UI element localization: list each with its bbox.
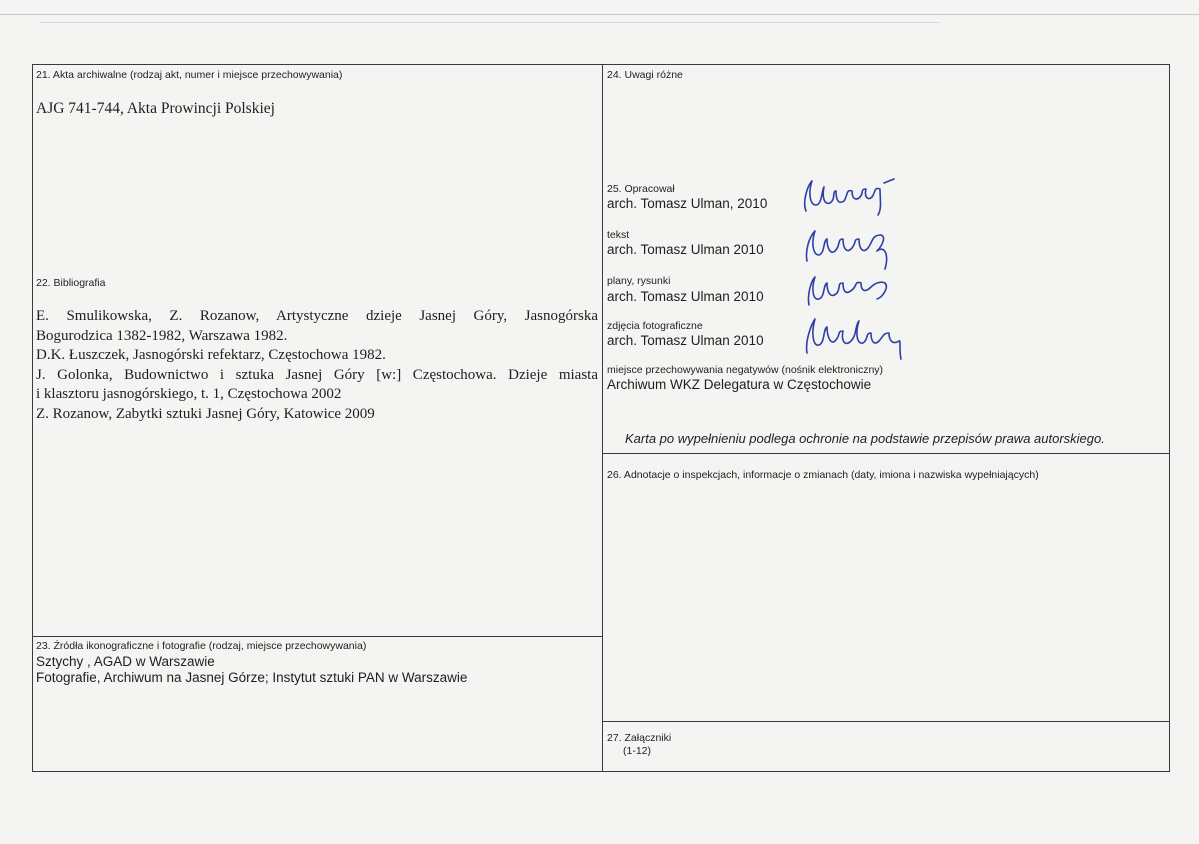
section-22-label: 22. Bibliografia (36, 277, 106, 289)
bibliography-entry: i klasztoru jasnogórskiego, t. 1, Częstochowa 2002 (36, 386, 342, 402)
scan-artifact-line (40, 22, 940, 23)
section-23-line: Sztychy , AGAD w Warszawie (36, 654, 215, 669)
section-23-divider (33, 636, 602, 637)
opracowal-value: arch. Tomasz Ulman, 2010 (607, 196, 768, 211)
section-23-label: 23. Źródła ikonograficzne i fotografie (rodzaj, miejsce przechowywania) (36, 640, 367, 652)
negatywy-label: miejsce przechowywania negatywów (nośnik elektroniczny) (607, 364, 884, 376)
zdjecia-label: zdjęcia fotograficzne (607, 320, 703, 332)
signature-image (801, 271, 911, 311)
record-card-form (32, 64, 1170, 772)
plany-label: plany, rysunki (607, 275, 671, 287)
zdjecia-value: arch. Tomasz Ulman 2010 (607, 333, 764, 348)
signature-image (801, 225, 911, 273)
copyright-note: Karta po wypełnieniu podlega ochronie na podstawie przepisów prawa autorskiego. (625, 431, 1105, 446)
bibliography-entry: D.K. Łuszczek, Jasnogórski refektarz, Częstochowa 1982. (36, 347, 386, 363)
scan-artifact-line (0, 14, 1199, 15)
section-27-divider (602, 721, 1169, 722)
section-26-label: 26. Adnotacje o inspekcjach, informacje o zmianach (daty, imiona i nazwiska wypełniających) (607, 469, 1039, 481)
section-21-value: AJG 741-744, Akta Prowincji Polskiej (36, 100, 275, 117)
bibliography-entry: Bogurodzica 1382-1982, Warszawa 1982. (36, 327, 288, 344)
signature-image (798, 177, 908, 217)
section-24-label: 24. Uwagi różne (607, 69, 683, 81)
bibliography-entry: J. Golonka, Budownictwo i sztuka Jasnej Góry [w:] Częstochowa. Dzieje miasta (36, 366, 598, 383)
negatywy-value: Archiwum WKZ Delegatura w Częstochowie (607, 377, 872, 392)
tekst-value: arch. Tomasz Ulman 2010 (607, 242, 764, 257)
tekst-label: tekst (607, 229, 630, 241)
bibliography-list (36, 307, 598, 424)
bibliography-entry: Z. Rozanow, Zabytki sztuki Jasnej Góry, Katowice 2009 (36, 405, 375, 422)
section-27-value: (1-12) (623, 745, 652, 757)
section-25-label: 25. Opracował (607, 183, 675, 195)
signature-image (803, 315, 915, 363)
section-27-label: 27. Załączniki (607, 732, 672, 744)
bibliography-entry: E. Smulikowska, Z. Rozanow, Artystyczne dzieje Jasnej Góry, Jasnogórska (36, 308, 598, 324)
section-21-label: 21. Akta archiwalne (rodzaj akt, numer i miejsce przechowywania) (36, 69, 343, 81)
section-26-divider (602, 453, 1169, 454)
plany-value: arch. Tomasz Ulman 2010 (607, 289, 764, 304)
section-23-line: Fotografie, Archiwum na Jasnej Górze; Instytut sztuki PAN w Warszawie (36, 670, 468, 685)
column-divider (602, 65, 603, 771)
